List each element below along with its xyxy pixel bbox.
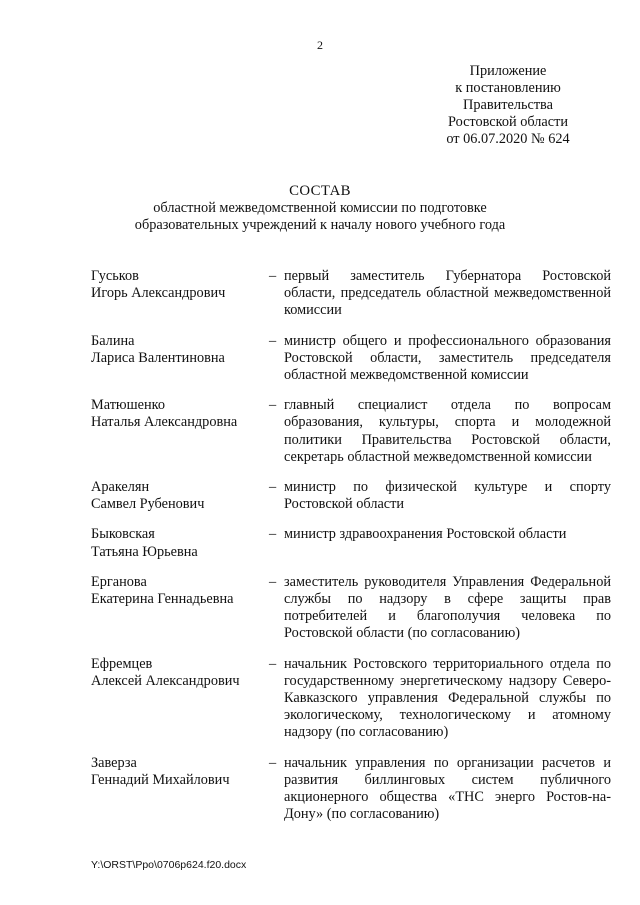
member-surname: Аракелян [91, 479, 150, 496]
member-role: министр здравоохранения Ростовской области [284, 526, 567, 543]
member-given-names: Геннадий Михайлович [91, 771, 230, 788]
member-row [91, 479, 611, 513]
member-role: первый заместитель Губернатора Ростовской области, председатель областной межведомственной комиссии [284, 268, 611, 319]
member-role: министр общего и профессионального образования Ростовской области, заместитель председателя областной межведомственной комиссии [284, 332, 611, 384]
member-surname: Ерганова [91, 573, 147, 590]
member-surname: Ефремцев [91, 655, 153, 672]
member-name [91, 397, 269, 466]
member-role: заместитель руководителя Управления Федеральной службы по надзору в сфере защиты прав потребителей и благополучия человека по Ростовской области (по согласованию) [284, 573, 611, 642]
member-name [91, 574, 269, 643]
member-row [91, 755, 611, 824]
member-name [91, 268, 269, 320]
member-surname: Матюшенко [91, 397, 165, 414]
file-path-footer: Y:\ORST\Ppo\0706p624.f20.docx [91, 859, 247, 871]
member-role: главный специалист отдела по вопросам образования, культуры, спорта и молодежной политики Правительства Ростовской области, секретарь областной межведомственной комиссии [284, 397, 611, 465]
member-row [91, 397, 611, 466]
title-line: образовательных учреждений к началу нового учебного года [134, 217, 506, 233]
member-name [91, 755, 269, 824]
appendix-line: Правительства [463, 97, 553, 113]
member-name [91, 656, 269, 742]
member-row [91, 333, 611, 385]
appendix-block [413, 63, 583, 148]
member-surname: Быковская [91, 526, 155, 543]
dash-separator: – [269, 332, 277, 349]
member-row [91, 574, 611, 643]
member-row [91, 526, 611, 560]
member-role: начальник управления по организации расчетов и развития биллинговых систем публичного акционерного общества «ТНС энерго Ростов-на-Дону» (по согласованию) [284, 754, 611, 823]
dash-separator: – [269, 526, 277, 543]
dash-separator: – [269, 573, 277, 590]
appendix-date: от 06.07.2020 № 624 [446, 131, 570, 147]
member-role: начальник Ростовского территориального отдела по государственному энергетическому надзору Северо-Кавказского управления Федеральной службы по экологическому, технологическому и атомному надзору (по согласованию) [284, 655, 611, 741]
member-given-names: Екатерина Геннадьевна [91, 591, 234, 608]
title-heading: СОСТАВ [289, 183, 351, 199]
dash-separator: – [269, 754, 277, 771]
page-number: 2 [317, 38, 323, 52]
dash-separator: – [269, 479, 277, 496]
member-given-names: Самвел Рубенович [91, 496, 205, 513]
member-surname: Балина [91, 332, 135, 349]
appendix-line: Приложение [469, 63, 547, 79]
member-row [91, 656, 611, 742]
member-name [91, 333, 269, 385]
dash-separator: – [269, 655, 277, 672]
dash-separator: – [269, 397, 277, 414]
member-role: министр по физической культуре и спорту Ростовской области [284, 479, 611, 513]
member-given-names: Лариса Валентиновна [91, 349, 225, 366]
dash-separator: – [269, 268, 277, 284]
member-row [91, 268, 611, 320]
appendix-line: к постановлению [455, 80, 561, 96]
appendix-line: Ростовской области [447, 114, 569, 130]
document-title [0, 183, 640, 234]
member-surname: Гуськов [91, 268, 139, 284]
member-given-names: Игорь Александрович [91, 285, 226, 302]
member-given-names: Алексей Александрович [91, 672, 240, 689]
member-surname: Заверза [91, 754, 137, 771]
member-name [91, 479, 269, 513]
member-name [91, 526, 269, 560]
member-given-names: Татьяна Юрьевна [91, 543, 198, 560]
members-list [91, 268, 611, 836]
member-given-names: Наталья Александровна [91, 414, 238, 431]
title-line: областной межведомственной комиссии по подготовке [153, 200, 487, 216]
